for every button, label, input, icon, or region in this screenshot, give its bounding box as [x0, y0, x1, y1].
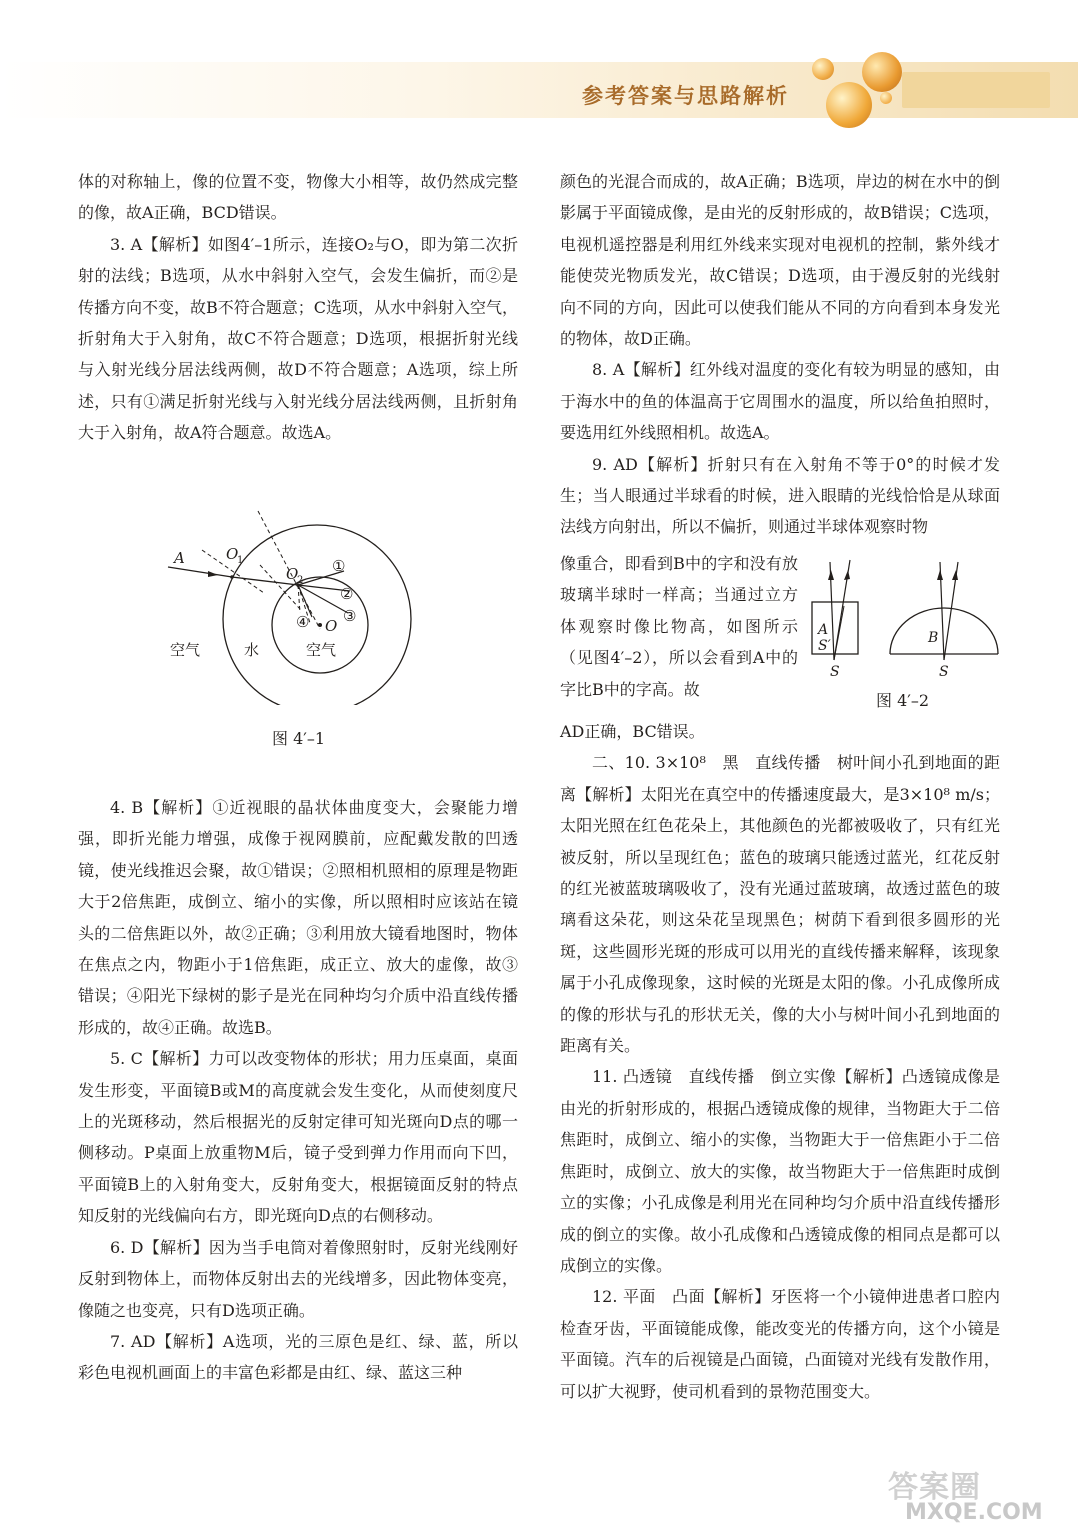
page-header-title: 参考答案与思路解析 — [582, 84, 789, 108]
right-column-top — [560, 166, 1000, 543]
answer-8: 8. A【解析】红外线对温度的变化有较为明显的感知，由于海水中的鱼的体温高于它周围水的温度，所以给鱼拍照时，要选用红外线照相机。故选A。 — [560, 360, 1000, 443]
left-column-bottom — [78, 792, 518, 1389]
answer-11: 11. 凸透镜 直线传播 倒立实像【解析】凸透镜成像是由光的折射形成的，根据凸透镜成像的规律，当物距大于二倍焦距时，成倒立、缩小的实像，当物距大于一倍焦距小于二倍焦距时，成倒立、放大的实像，故当物距大于一倍焦距时成倒立的实像；小孔成像是利用光在同种均匀介质中沿直线传播形成的倒立的实像。故小孔成像和凸透镜成像的相同点是都可以成倒立的实像。 — [560, 1067, 1000, 1275]
figure-4-2-caption: 图 4′–2 — [876, 691, 930, 710]
fig1-label-3: ③ — [343, 607, 357, 625]
figure-4-2 — [800, 556, 1010, 686]
watermark-logo: 答案圈 — [888, 1470, 981, 1505]
orb-decoration-large — [826, 82, 872, 128]
fig1-label-1: ① — [332, 557, 346, 575]
fig1-label-air-inner: 空气 — [306, 641, 337, 659]
fig1-label-air-outer: 空气 — [170, 641, 201, 659]
orb-decoration-tiny — [880, 92, 892, 104]
header-tab — [902, 72, 1050, 108]
answer-4: 4. B【解析】①近视眼的晶状体曲度变大，会聚能力增强，即折光能力增强，成像于视网膜前，应配戴发散的凹透镜，使光线推迟会聚，故①错误；②照相机照相的原理是物距大于2倍焦距，成倒立、缩小的实像，所以照相时应该站在镜头的二倍焦距以外，故②正确；③利用放大镜看地图时，物体在焦点之内，物距小于1倍焦距，成正立、放大的虚像，故③错误；④阳光下绿树的影子是光在同种均匀介质中沿直线传播形成的，故④正确。故选B。 — [78, 798, 518, 1037]
fig1-label-O1-sub: 1 — [237, 555, 244, 566]
answer-5: 5. C【解析】力可以改变物体的形状；用力压桌面，桌面发生形变，平面镜B或M的高度就会发生变化，从而使刻度尺上的光斑移动，然后根据光的反射定律可知光斑向D点的哪一侧移动。P桌面上放重物M后，镜子受到弹力作用而向下凹，平面镜B上的入射角变大，反射角变大，根据镜面反射的特点知反射的光线偏向右方，即光斑向D点的右侧移动。 — [78, 1049, 518, 1226]
answer-continuation: 体的对称轴上，像的位置不变，物像大小相等，故仍然成完整的像，故A正确，BCD错误。 — [78, 172, 518, 223]
orb-decoration-small — [812, 58, 834, 80]
figure-4-1 — [160, 505, 450, 705]
fig1-label-2: ② — [340, 585, 354, 603]
orb-decoration-right — [862, 52, 902, 92]
fig2-label-A: A — [818, 622, 829, 638]
answer-7: 7. AD【解析】A选项，光的三原色是红、绿、蓝，所以彩色电视机画面上的丰富色彩都是由红、绿、蓝这三种 — [78, 1331, 518, 1383]
fig2-label-S-left: S — [830, 664, 840, 680]
fig2-label-S-prime: S′ — [818, 638, 831, 654]
answer-3: 3. A【解析】如图4′–1所示，连接O₂与O，即为第二次折射的法线；B选项，从水中斜射入空气，会发生偏折，而②是传播方向不变，故B不符合题意；C选项，从水中斜射入空气，折射角大于入射角，故C不符合题意；D选项，根据折射光线与入射光线分居法线两侧，故D不符合题意；A选项，综上所述，只有①满足折射光线与入射光线分居法线两侧，且折射角大于入射角，故A符合题意。故选A。 — [78, 234, 519, 443]
fig1-label-4: ④ — [296, 613, 310, 631]
left-column-top — [78, 166, 518, 449]
answer-9-part-b: 像重合，即看到B中的字和没有放玻璃半球时一样高；当通过立方体观察时像比物高，如图所示（见图4′–2），所以会看到A中的字比B中的字高。故 — [560, 554, 798, 699]
fig1-label-O2: O — [286, 565, 299, 583]
answer-9-part-c: AD正确，BC错误。 — [560, 722, 705, 741]
answer-7-continuation: 颜色的光混合而成的，故A正确；B选项，岸边的树在水中的倒影属于平面镜成像，是由光的反射形成的，故B错误；C选项，电视机遥控器是利用红外线来实现对电视机的控制，紫外线才能使荧光物质发光，故C错误；D选项，由于漫反射的光线射向不同的方向，因此可以使我们能从不同的方向看到本身发光的物体，故D正确。 — [560, 172, 1001, 349]
fig1-label-O1: O — [226, 545, 239, 563]
fig1-label-A: A — [174, 549, 185, 567]
fig1-label-water: 水 — [244, 641, 260, 659]
answer-9-part-a: 9. AD【解析】折射只有在入射角不等于0°的时候才发生；当人眼通过半球看的时候，进入眼睛的光线恰恰是从球面法线方向射出，所以不偏折，则通过半球体观察时物 — [560, 454, 1000, 537]
fig2-label-S-right: S — [939, 664, 949, 680]
fig1-label-O2-sub: 2 — [297, 575, 304, 586]
watermark-url: MXQE.COM — [905, 1500, 1043, 1525]
answer-6: 6. D【解析】因为当手电筒对着像照射时，反射光线刚好反射到物体上，而物体反射出去的光线增多，因此物体变亮，像随之也变亮，只有D选项正确。 — [78, 1237, 518, 1320]
figure-4-1-caption: 图 4′–1 — [272, 729, 326, 748]
right-column-bottom — [560, 716, 1000, 1407]
answer-10: 二、10. 3×10⁸ 黑 直线传播 树叶间小孔到地面的距离【解析】太阳光在真空中的传播速度最大，是3×10⁸ m/s；太阳光照在红色花朵上，其他颜色的光都被吸收了，只有红光被反射，所以呈现红色；蓝色的玻璃只能透过蓝光，红花反射的红光被蓝玻璃吸收了，没有光通过蓝玻璃，故透过蓝色的玻璃看这朵花，则这朵花呈现黑色；树荫下看到很多圆形的光斑，这些圆形光斑的形成可以用光的直线传播来解释，该现象属于小孔成像现象，这时候的光斑是太阳的像。小孔成像所成的像的形状与孔的形状无关，像的大小与树叶间小孔到地面的距离有关。 — [560, 753, 1000, 1056]
fig1-label-O: O — [325, 617, 338, 635]
answer-12: 12. 平面 凸面【解析】牙医将一个小镜伸进患者口腔内检查牙齿，平面镜能成像，能改变光的传播方向，这个小镜是平面镜。汽车的后视镜是凸面镜，凸面镜对光线有发散作用，可以扩大视野，使司机看到的景物范围变大。 — [560, 1287, 1000, 1401]
fig2-label-B: B — [928, 630, 939, 646]
